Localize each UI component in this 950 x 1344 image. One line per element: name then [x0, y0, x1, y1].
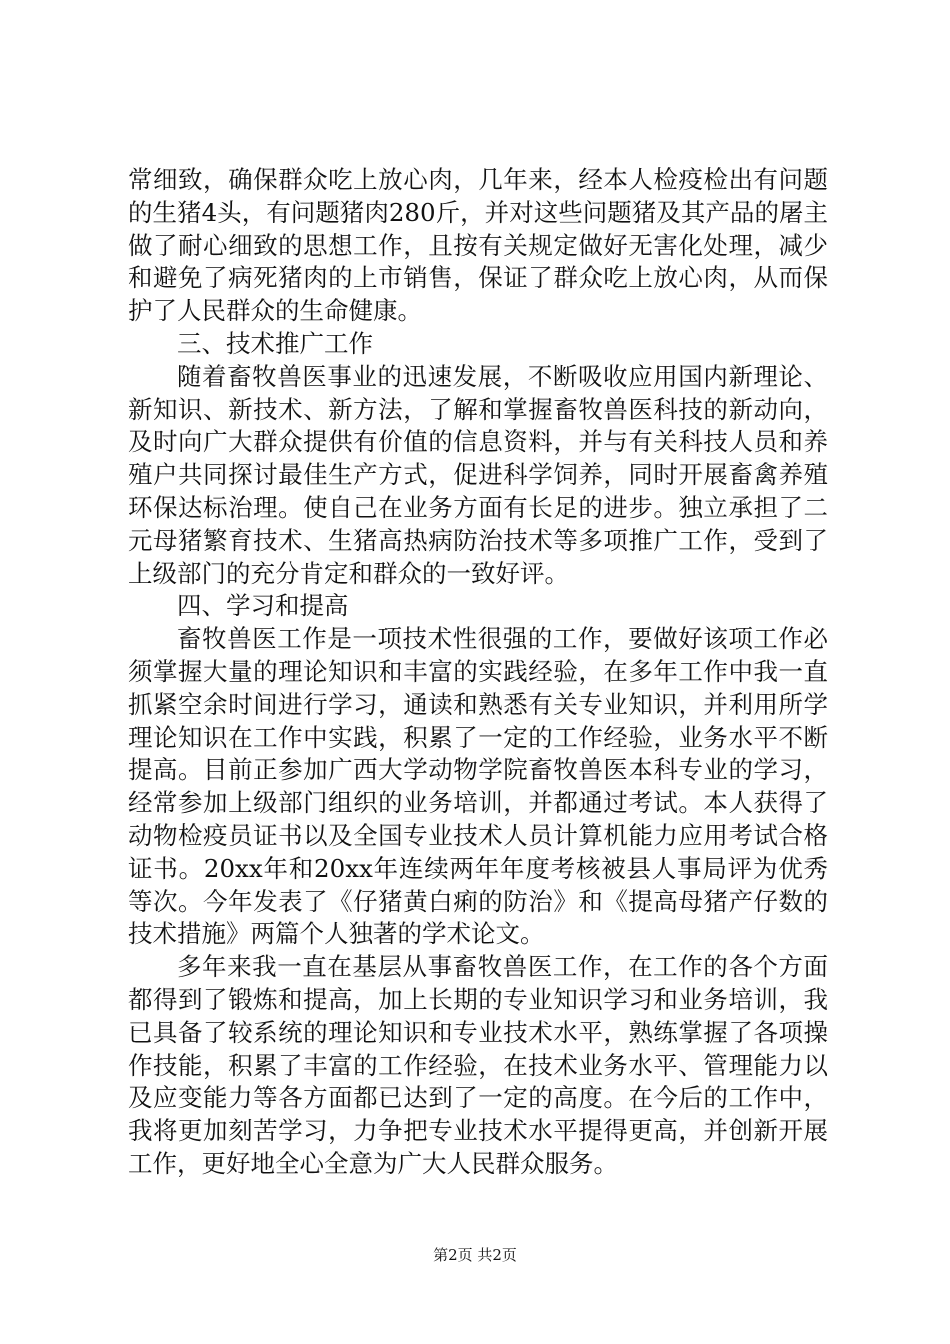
page-footer — [0, 1245, 950, 1265]
document-body — [128, 164, 828, 1181]
paragraph-study: 畜牧兽医工作是一项技术性很强的工作，要做好该项工作必须掌握大量的理论知识和丰富的实践经验，在多年工作中我一直抓紧空余时间进行学习，通读和熟悉有关专业知识，并利用所学理论知识在工作中实践，积累了一定的工作经验，业务水平不断提高。目前正参加广西大学动物学院畜牧兽医本科专业的学习，经常参加上级部门组织的业务培训，并都通过考试。本人获得了动物检疫员证书以及全国专业技术人员计算机能力应用考试合格证书。20xx年和20xx年连续两年年度考核被县人事局评为优秀等次。今年发表了《仔猪黄白痢的防治》和《提高母猪产仔数的技术措施》两篇个人独著的学术论文。 — [128, 624, 828, 949]
section-heading-tech-promotion: 三、技术推广工作 — [177, 328, 373, 358]
paragraph-continuation: 常细致，确保群众吃上放心肉，几年来，经本人检疫检出有问题的生猪4头，有问题猪肉280斤，并对这些问题猪及其产品的屠主做了耐心细致的思想工作，且按有关规定做好无害化处理，减少和避免了病死猪肉的上市销售，保证了群众吃上放心肉，从而保护了人民群众的生命健康。 — [128, 165, 828, 326]
page-number-label: 第2页 共2页 — [433, 1246, 517, 1264]
paragraph-tech-promotion: 随着畜牧兽医事业的迅速发展，不断吸收应用国内新理论、新知识、新技术、新方法，了解和掌握畜牧兽医科技的新动向，及时向广大群众提供有价值的信息资料，并与有关科技人员和养殖户共同探讨最佳生产方式，促进科学饲养，同时开展畜禽养殖环保达标治理。使自己在业务方面有长足的进步。独立承担了二元母猪繁育技术、生猪高热病防治技术等多项推广工作，受到了上级部门的充分肯定和群众的一致好评。 — [128, 361, 828, 588]
paragraph-conclusion: 多年来我一直在基层从事畜牧兽医工作，在工作的各个方面都得到了锻炼和提高，加上长期的专业知识学习和业务培训，我已具备了较系统的理论知识和专业技术水平，熟练掌握了各项操作技能，积累了丰富的工作经验，在技术业务水平、管理能力以及应变能力等各方面都已达到了一定的高度。在今后的工作中，我将更加刻苦学习，力争把专业技术水平提得更高，并创新开展工作，更好地全心全意为广大人民群众服务。 — [128, 952, 828, 1178]
section-heading-study: 四、学习和提高 — [177, 591, 349, 621]
